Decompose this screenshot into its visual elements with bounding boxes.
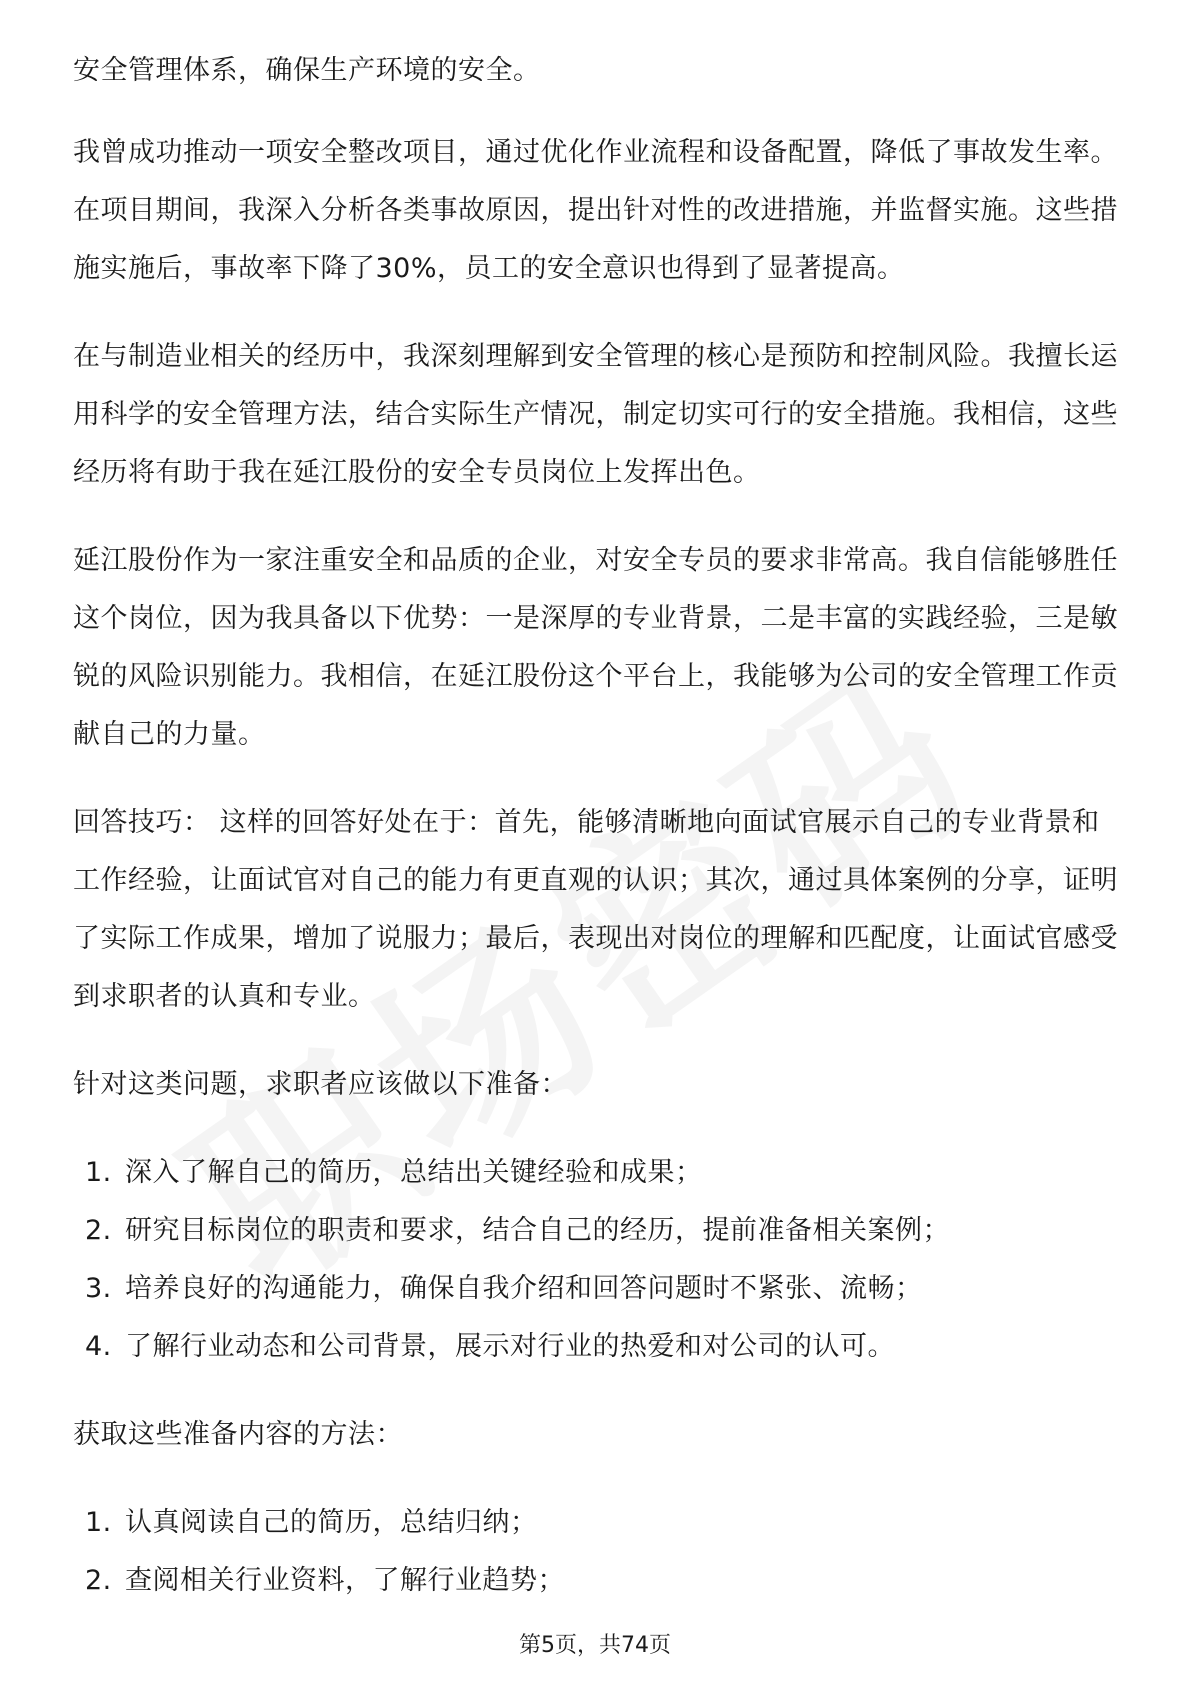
paragraph-safety-project: 我曾成功推动一项安全整改项目，通过优化作业流程和设备配置，降低了事故发生率。在项目期间，我深入分析各类事故原因，提出针对性的改进措施，并监督实施。这些措施实施后，事故率下降了30%，员工的安全意识也得到了显著提高。 [73, 137, 1118, 284]
list-item-number: 4. [85, 1331, 112, 1362]
list-item-text: 深入了解自己的简历，总结出关键经验和成果； [125, 1157, 703, 1188]
list-item-text: 认真阅读自己的简历，总结归纳； [125, 1507, 538, 1538]
list-item-number: 1. [85, 1507, 112, 1538]
list-item-text: 查阅相关行业资料，了解行业趋势； [125, 1565, 565, 1596]
list-item-number: 2. [85, 1215, 112, 1246]
list-item-number: 2. [85, 1565, 112, 1596]
list-item-text: 了解行业动态和公司背景，展示对行业的热爱和对公司的认可。 [125, 1331, 895, 1362]
list-item-text: 培养良好的沟通能力，确保自我介绍和回答问题时不紧张、流畅； [125, 1273, 923, 1304]
paragraph-answer-tips: 回答技巧： 这样的回答好处在于：首先，能够清晰地向面试官展示自己的专业背景和工作经验，让面试官对自己的能力有更直观的认识；其次，通过具体案例的分享，证明了实际工作成果，增加了说服力；最后，表现出对岗位的理解和匹配度，让面试官感受到求职者的认真和专业。 [73, 807, 1118, 1012]
preparation-list [73, 1144, 1123, 1376]
list-item [73, 1318, 1123, 1376]
list-item [73, 1494, 1123, 1552]
list-item [73, 1552, 1123, 1610]
paragraph-preparation-intro: 针对这类问题，求职者应该做以下准备： [73, 1069, 568, 1100]
methods-list [73, 1494, 1123, 1610]
list-item [73, 1202, 1123, 1260]
list-item-number: 3. [85, 1273, 112, 1304]
list-item-number: 1. [85, 1157, 112, 1188]
page-number-footer: 第5页，共74页 [519, 1633, 671, 1658]
list-item [73, 1260, 1123, 1318]
paragraph-intro-continuation: 安全管理体系，确保生产环境的安全。 [73, 55, 541, 86]
paragraph-manufacturing-experience: 在与制造业相关的经历中，我深刻理解到安全管理的核心是预防和控制风险。我擅长运用科学的安全管理方法，结合实际生产情况，制定切实可行的安全措施。我相信，这些经历将有助于我在延江股份的安全专员岗位上发挥出色。 [73, 341, 1118, 488]
paragraph-company-fit: 延江股份作为一家注重安全和品质的企业，对安全专员的要求非常高。我自信能够胜任这个岗位，因为我具备以下优势：一是深厚的专业背景，二是丰富的实践经验，三是敏锐的风险识别能力。我相信，在延江股份这个平台上，我能够为公司的安全管理工作贡献自己的力量。 [73, 545, 1118, 750]
list-item-text: 研究目标岗位的职责和要求，结合自己的经历，提前准备相关案例； [125, 1215, 950, 1246]
list-item [73, 1144, 1123, 1202]
document-body [73, 42, 1123, 1640]
paragraph-methods-intro: 获取这些准备内容的方法： [73, 1419, 403, 1450]
